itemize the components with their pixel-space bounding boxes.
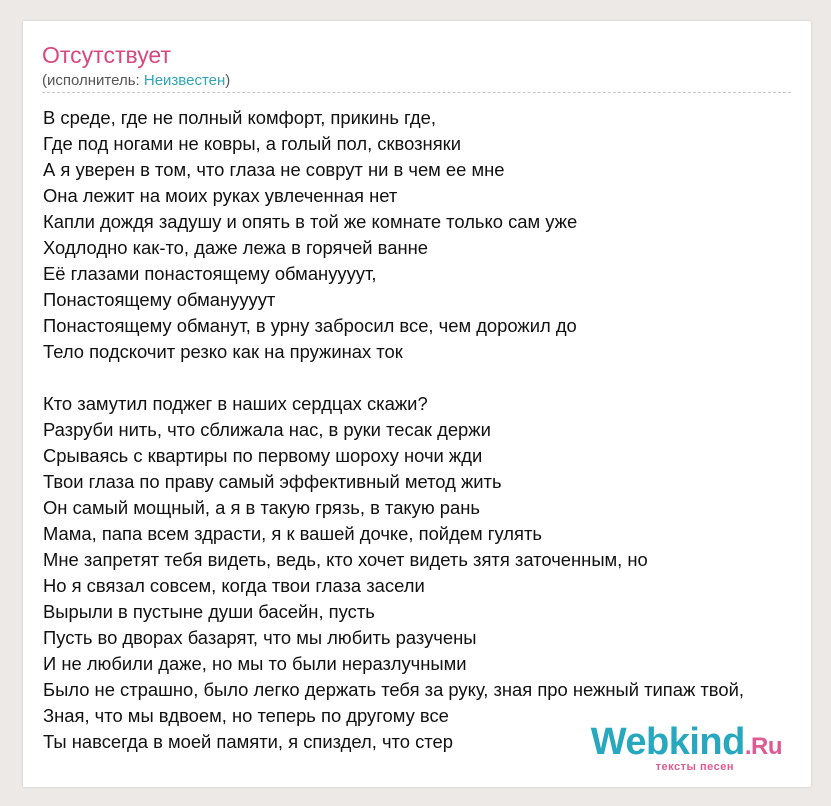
lyric-line: Твои глаза по праву самый эффективный метод жить [43,471,502,492]
logo-wordmark [591,723,782,761]
artist-suffix: ) [225,72,231,89]
logo-tagline: тексты песен [655,761,734,773]
song-title: Отсутствует [42,42,171,68]
lyric-line: Вырыли в пустыне души басейн, пусть [43,601,375,622]
lyric-line: Разруби нить, что сближала нас, в руки тесак держи [43,419,491,440]
lyric-line: Срываясь с квартиры по первому шороху ночи жди [43,445,483,466]
artist-prefix: (исполнитель: [42,72,144,89]
artist-line [42,73,230,88]
lyric-line: Пусть во дворах базарят, что мы любить разучены [43,627,477,648]
lyric-line: Было не страшно, было легко держать тебя за руку, зная про нежный типаж твой, [43,679,744,700]
lyric-line: Ты навсегда в моей памяти, я спиздел, что стер [43,731,453,752]
lyrics-text [43,105,744,755]
lyric-line: Капли дождя задушу и опять в той же комнате только сам уже [43,211,578,232]
site-logo[interactable] [590,721,782,773]
lyric-line: Зная, что мы вдвоем, но теперь по другому все [43,705,449,726]
lyric-line: Она лежит на моих руках увлеченная нет [43,185,398,206]
lyric-line: Но я связал совсем, когда твои глаза засели [43,575,425,596]
lyric-line: А я уверен в том, что глаза не соврут ни в чем ее мне [43,159,505,180]
lyric-line: Тело подскочит резко как на пружинах ток [43,341,403,362]
lyric-line: И не любили даже, но мы то были неразлучными [43,653,467,674]
lyric-line: Её глазами понастоящему обмануууут, [43,263,377,284]
header-divider [42,92,791,93]
logo-suffix-text: .Ru [744,733,782,760]
logo-main-text: Webkind [590,721,745,763]
lyric-line: Где под ногами не ковры, а голый пол, сквозняки [43,133,461,154]
lyric-line: Мне запретят тебя видеть, ведь, кто хочет видеть зятя заточенным, но [43,549,648,570]
lyric-line: Он самый мощный, а я в такую грязь, в такую рань [43,497,480,518]
lyric-line: Понастоящему обманут, в урну забросил все, чем дорожил до [43,315,577,336]
lyric-line: Ходлодно как-то, даже лежа в горячей ванне [43,237,429,258]
lyric-line [43,365,744,391]
artist-link[interactable]: Неизвестен [143,72,226,89]
lyric-line: Понастоящему обмануууут [43,289,276,310]
lyrics-card [23,21,811,787]
lyric-line: Кто замутил поджег в наших сердцах скажи? [43,393,428,414]
lyric-line: В среде, где не полный комфорт, прикинь где, [43,107,436,128]
lyric-line: Мама, папа всем здрасти, я к вашей дочке, пойдем гулять [43,523,542,544]
